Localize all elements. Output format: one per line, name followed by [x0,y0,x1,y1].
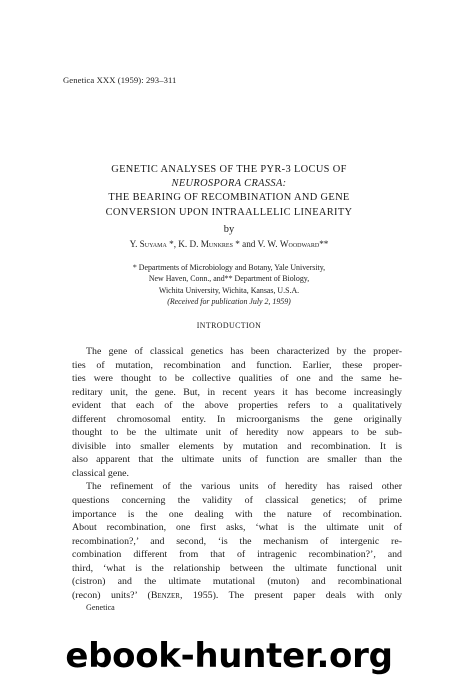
paragraph-line: ties of mutation, recombination and function. Earlier, these proper- [72,359,402,371]
line-text: , 1955). The present paper deals with only [179,589,403,601]
paragraph-line: ties were thought to be collective qualities of one and the same he- [72,373,402,385]
title-line-3: THE BEARING OF RECOMBINATION AND GENE [108,192,350,204]
paragraph-line: reditary unit, the gene. But, in recent years it has become increasingly [72,386,402,398]
author-3-initials: V. W. [257,239,280,249]
affiliation-line-2: New Haven, Conn., and** Department of Biology, [148,274,310,284]
author-1-mark: *, [166,239,179,249]
paragraph-line: questions concerning the validity of classical genetics; of prime [72,495,402,507]
title-line-2: NEUROSPORA CRASSA: [171,178,287,190]
watermark-logo: ebook-hunter.org [65,636,393,676]
title-line-1: GENETIC ANALYSES OF THE PYR-3 LOCUS OF [111,164,347,175]
affiliation-line-3: Wichita University, Wichita, Kansas, U.S.A. [158,285,300,295]
author-3-mark: ** [319,239,329,249]
affiliations [0,262,458,307]
page-footer: Genetica [86,603,115,612]
line-text: (recon) units?’ ( [72,589,151,601]
paragraph-line: The gene of classical genetics has been characterized by the proper- [86,346,402,357]
byline: by [223,224,235,235]
paragraph-line: different chromosomal entity. In microorganisms the gene originally [72,413,402,425]
paragraph-line: recombination?,’ and second, ‘is the mechanism of intergenic re- [72,535,402,547]
paragraph-line: The refinement of the various units of heredity has raised other [86,481,402,493]
paragraph-line: divisible into smaller elements by mutation and recombination. It is [72,440,402,452]
paragraph-line [72,589,402,603]
paragraph-line: importance is the one dealing with the nature of recombination. [72,508,402,520]
received-date: (Received for publication July 2, 1959) [167,296,291,306]
paragraph-line: (cistron) and the ultimate mutational (muton) and recombinational [72,576,402,588]
affiliation-line-1: * Departments of Microbiology and Botany, Yale University, [132,263,326,272]
paragraph-line: thought to be the ultimate unit of heredity now appears to be sub- [72,427,402,439]
author-2-mark: * and [232,239,258,249]
paragraph-line: combination different from that of intragenic recombination?’, and [72,549,402,561]
author-list [0,239,458,249]
journal-citation: Genetica XXX (1959): 293–311 [63,75,177,85]
author-2-initials: K. D. [178,239,201,249]
paragraph-line: evident that each of the above properties refers to a qualitatively [72,400,402,412]
section-heading: INTRODUCTION [196,321,262,330]
paper-title [0,163,458,220]
author-3-name: Woodward [279,239,320,249]
author-2-name: Munkres [200,239,233,249]
paragraph-line: third, ‘what is the relationship between the ultimate functional unit [72,562,402,574]
title-line-4: CONVERSION UPON INTRAALLELIC LINEARITY [105,206,353,218]
body-text [72,345,402,602]
paragraph-line: About recombination, one first asks, ‘what is the ultimate unit of [72,522,402,534]
author-1-initials: Y. [129,239,140,249]
author-1-name: Suyama [139,239,167,249]
cited-author: Benzer [150,589,180,601]
paragraph-line: classical gene. [72,467,130,479]
paragraph-line: also apparent that the ultimate units of function are smaller than the [72,454,402,466]
